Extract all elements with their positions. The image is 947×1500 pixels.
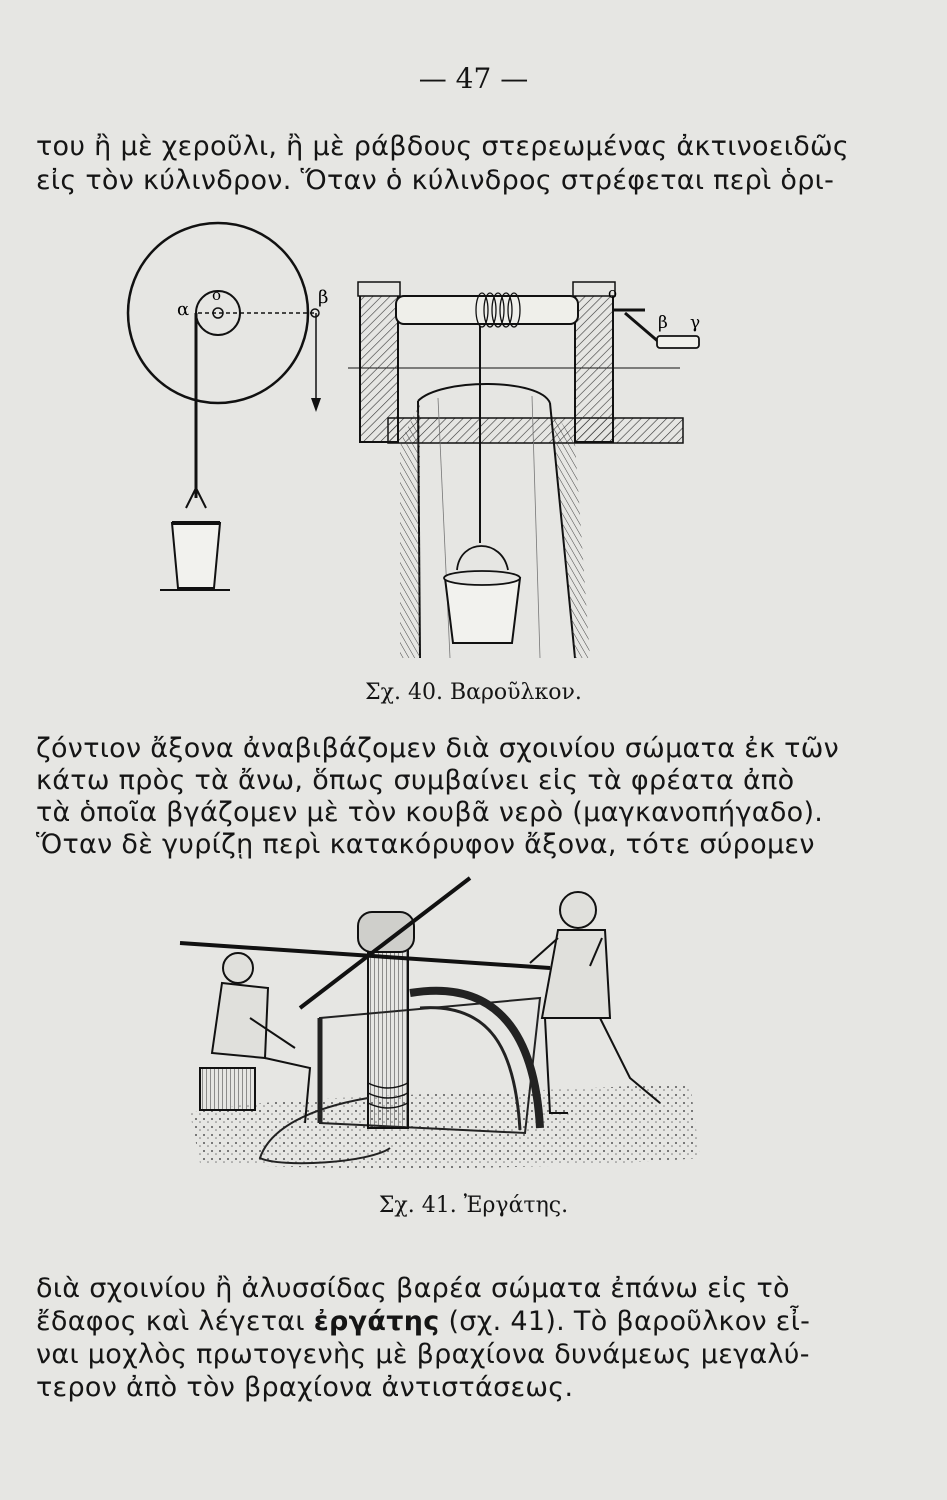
well-windlass-drawing [348,282,699,658]
figure-40-caption: Σχ. 40. Βαροῦλκον. [365,680,582,705]
paragraph-line: τερον ἀπὸ τὸν βραχίονα ἀντιστάσεως. [36,1372,574,1403]
label-gamma-right: γ [690,313,701,333]
large-wheel [128,223,308,403]
paragraph-line: διὰ σχοινίου ἢ ἀλυσσίδας βαρέα σώματα ἐπάνω εἰς τὸ [36,1273,790,1304]
text-run: ἔδαφος καὶ λέγεται [36,1306,314,1337]
wheel-axle-diagram [128,223,321,590]
label-omicron-right: ο [608,284,618,302]
label-omicron-left: ο [212,286,222,304]
label-beta-left: β [318,287,329,308]
paragraph-line [36,1305,836,1339]
page-number: — 47 — [418,62,529,95]
term-ergatis: ἐργάτης [313,1306,440,1337]
well-bucket [445,578,520,643]
label-alpha: α [177,299,190,320]
figure-41-capstan [170,868,730,1188]
paragraph-line: Ὅταν δὲ γυρίζῃ περὶ κατακόρυφον ἄξονα, τότε σύρομεν [36,829,815,860]
paragraph-line: ζόντιον ἄξονα ἀναβιβάζομεν διὰ σχοινίου σώματα ἐκ τῶν [36,733,840,764]
bucket [172,523,220,588]
paragraph-line: του ἢ μὲ χεροῦλι, ἢ μὲ ράβδους στερεωμένας ἀκτινοειδῶς [36,131,850,162]
label-beta-right: β [658,313,668,333]
paragraph-line: εἰς τὸν κύλινδρον. Ὅταν ὁ κύλινδρος στρέφεται περὶ ὁρι- [36,165,835,196]
paragraph-line: τὰ ὁποῖα βγάζομεν μὲ τὸν κουβᾶ νερὸ (μαγκανοπήγαδο). [36,797,824,828]
standing-man [530,892,660,1113]
figure-41-caption: Σχ. 41. Ἐργάτης. [378,1193,569,1218]
capstan-illustration [170,868,730,1188]
windlass-illustration [120,218,720,668]
paragraph-line: ναι μοχλὸς πρωτογενὴς μὲ βραχίονα δυνάμεως μεγαλύ- [36,1339,810,1370]
crank-handle [657,336,699,348]
paragraph-line: κάτω πρὸς τὰ ἄνω, ὅπως συμβαίνει εἰς τὰ φρέατα ἀπὸ [36,765,795,796]
seated-boy [200,953,310,1123]
figure-40-windlass [120,218,720,668]
text-run: (σχ. 41). Τὸ βαροῦλκον εἶ- [439,1306,811,1337]
